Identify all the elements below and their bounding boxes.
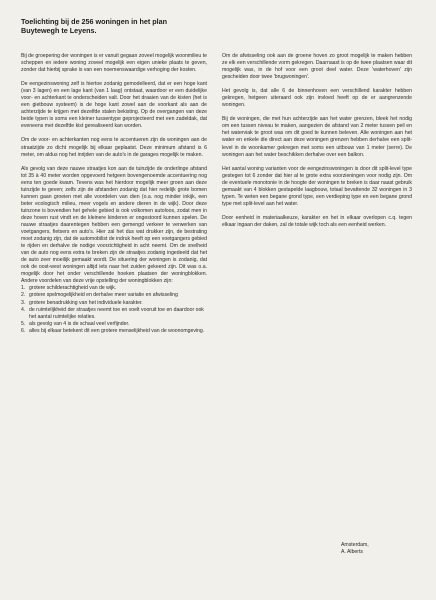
list-item: 2. grotere spelmogelijkheid en derhalve meer variatie en afwisseling	[21, 292, 178, 299]
paragraph: Bij de woningen, die met hun achterzijde aan het water grenzen, bleek het nodig om een tussen niveau te maken, aangezien de afstand van 2 meter tussen peil en het waterviak te groot was om dit goed te kunnen beleven. Alle woningen aan het water en enkele die direct aan deze woningen grenzen hebben derhalve een split-level in de woonkamer gekregen met soms een uitbouw van 1 meter (serre). De woningen aan het water beschikken derhalve over een balkon.	[222, 116, 412, 158]
paragraph: Het gevolg is, dat alle 6 de binnenhoven een verschillend karakter hebben gekregen, hetgeen uiteraard ook zijn invloed heeft op de er aangrenzende woningen.	[222, 88, 412, 109]
list-item: 5. als gevolg van 4 is de schaal veel verfijnder.	[21, 320, 130, 327]
page-title	[21, 17, 221, 35]
title-line-2: Buytewegh te Leyens.	[21, 26, 97, 35]
paragraph: Om de voor- en achterkanten nog eens te accentueren zijn de woningen aan de straatzijde zo dicht mogelijk bij elkaar geplaatst. Deze minimum afstand is 6 meter, om aldus nog het inrijden van de auto's in de garages mogelijk te maken.	[21, 137, 207, 158]
paragraph: Het aantal woning varianten voor de eengezinswoningen is door dit split-level type gestegen tot 6 zonder dat hier al te grote extra voorzieningen voor nodig zijn. Om de eventuele monotonie in de hoogte der woningen te breken is daar naast gebruik gemaakt van 4 blokken gestapelde laagbouw, totaal bevattende 32 woningen in 3 typen. Te weten een begane grond type, een verdieping type en een begane grond type met split-level aan het water.	[222, 165, 412, 207]
right-column	[222, 53, 412, 236]
signature-place: Amsterdam,	[341, 542, 369, 548]
list-item: 1. grotere schilderachtigheid van de wijk.	[21, 285, 117, 292]
left-column	[21, 53, 207, 335]
paragraph: Bij de groepering der woningen is er vanuit gegaan zoveel mogelijk woonmilieu te scheppen en iedere woning zoveel mogelijk een eigen unieke plaats te geven, zonder dat hierbij sprake is van een noemenswaardige verhoging der kosten.	[21, 53, 207, 74]
list-item: 3. grotere benadrukking van het individuele karakter.	[21, 299, 143, 306]
paragraph: Door eenheid in materiaalkeuze, karakter en het in elkaar overlopen c.q. tegen elkaar ingaan der daken, zal de totale wijk toch als een eenheid werken.	[222, 214, 412, 228]
paragraph: Om de afwisseling ook aan de groene hoven zo groot mogelijk te maken hebben ze elk een verschillende vorm gekregen. Daarnaast is op de twee plaatsen waar dit mogelijk was, in de hof voor een groot deel water. Deze 'waterhoven' zijn gescheiden door twee 'brugwoningen'.	[222, 53, 412, 81]
advantages-list	[21, 285, 207, 334]
title-line-1: Toelichting bij de 256 woningen in het plan	[21, 17, 168, 26]
list-item: 4. de ruimtelijkheid der straatjes neemt toe en voelt vooruit toe en daardoor ook het aantal ruimtelijke relaties.	[21, 306, 204, 320]
paragraph: Als gevolg van deze nauwe straatjes kon aan de tuinzijde de onderlinge afstand tot 35 à 40 meter worden opgevoerd hetgeen bovengenoemde accentuering nog eens ten goede kwam. Tevens was het hierdoor mogelijk meer groen aan deze tuinzijde te geven; zelfs zijn de afstanden zodanig dat hier redelijk grote bomen kunnen gaan groeien met alle voordelen van dien (o.a. nog minder inkijk, een beter ecologisch milieu, meer vogels en andere dieren in de wijk). Door deze tuinzone is bovendien het gehele gebied is ook volkomen autoloos, zodat men in deze hoven rust vindt en de kleinere kinderen er ongestoord kunnen spelen. De nauwe straatjes daarentegen hebben een gemengd verkeer te verwerken van voetgangers, fietsers en auto's. Hier zal het dus wat drukker zijn, de bestrating moet zodanig zijn, dat de automobilist de indruk heeft op een voetgangers gebied te rijden en derhalve de nodige voorzichtigheid in acht neemt. Om de snelheid van de auto nog eens extra te breken zijn de straatjes zodanig ingedeeld dat het de auto zeer moeilijk gemaakt wordt. De situering der woningen is zodanig, dat ook de oost-west woningen altijd iets naar het zuiden gekeerd zijn. Dit was o.a. mogelijk door het onder verschillende hoeken plaatsen der woningblokken. Andere voordelen van deze vrije opstelling der woningblokken zijn:	[21, 165, 207, 285]
signature-name: A. Alberts	[341, 549, 364, 556]
paragraph: De eengezinswoning zelf is hiertoe zodanig gemodelleerd, dat er een hoge kant (van 3 lagen) en een lage kant (van 1 laag) ontstaat, waardoor er een duidelijke voor- en achterkant te onderscheiden valt. Door het draaien van de kisten (het is een gietbouw systeem) is de hoge kant zowel aan de voorkant als aan de achterzijde te krijgen met dezelfde stalen bekisting. Op de overgangen van deze beide typen is soms een kleiner tussentype geprojecteerd met een zadeldak, dat eveneens met dezelfde kist gerealiseerd kan worden.	[21, 81, 207, 130]
signature	[341, 542, 369, 556]
list-item: 6. alles bij elkaar betekent dit een grotere menselijkheid van de woonomgeving.	[21, 327, 205, 334]
